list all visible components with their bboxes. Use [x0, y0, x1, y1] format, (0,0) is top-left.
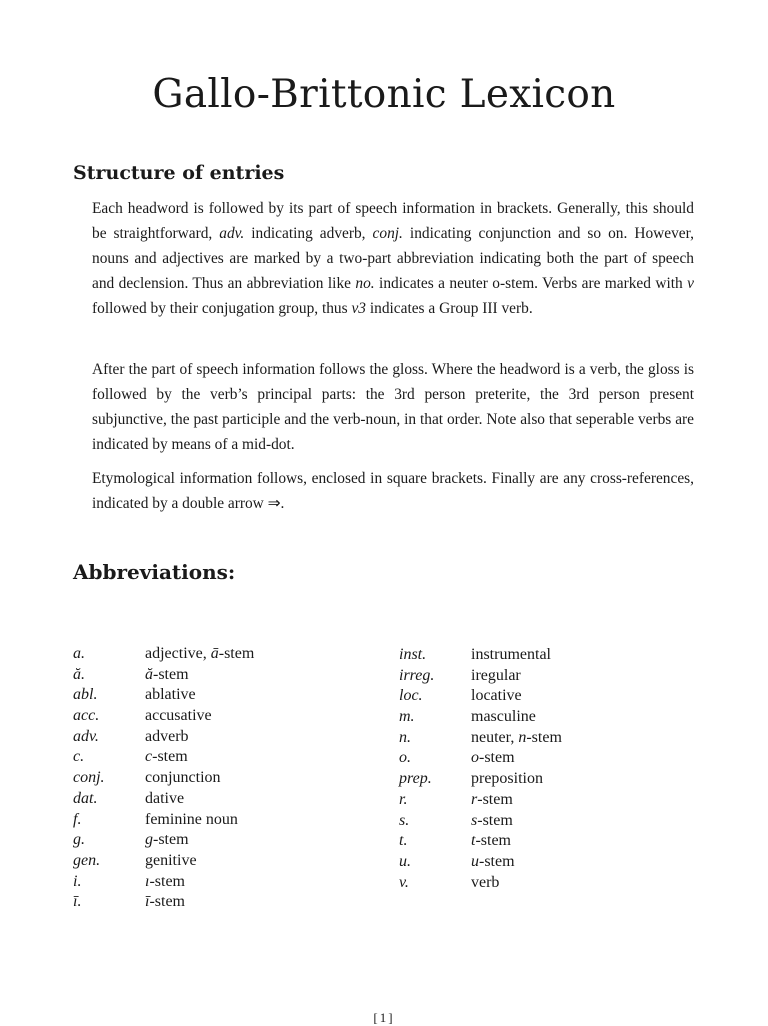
abbreviation-entry — [399, 770, 562, 791]
abbreviation-key: conj. — [73, 769, 105, 787]
abbreviation-entry — [73, 811, 254, 832]
abbreviation-meaning: r-stem — [471, 790, 513, 808]
abbreviation-entry — [399, 791, 562, 812]
abbreviation-meaning: accusative — [145, 707, 212, 725]
abbreviation-key: inst. — [399, 646, 427, 663]
abbreviation-entry — [73, 893, 254, 914]
abbreviation-entry — [399, 708, 562, 729]
abbreviation-meaning: masculine — [471, 708, 536, 726]
abbreviation-key: ī. — [73, 893, 82, 911]
abbreviation-entry — [399, 874, 562, 895]
abbreviation-key: dat. — [73, 789, 98, 807]
abbreviation-entry — [399, 646, 562, 667]
abbreviation-key: gen. — [73, 851, 101, 869]
abbreviation-key: ă. — [73, 665, 85, 683]
abbreviation-meaning: s-stem — [471, 811, 513, 829]
abbreviation-meaning: c-stem — [145, 748, 188, 766]
abbreviation-entry — [399, 812, 562, 833]
abbreviation-meaning: verb — [471, 873, 500, 891]
abbreviation-meaning: preposition — [471, 770, 543, 788]
abbreviation-meaning: feminine noun — [145, 810, 238, 828]
abbreviation-key: f. — [73, 810, 82, 828]
abbreviation-meaning: iregular — [471, 666, 521, 684]
abbreviation-meaning: conjunction — [145, 769, 221, 787]
abbreviation-meaning: ă-stem — [145, 665, 189, 683]
abbreviation-meaning: locative — [471, 687, 522, 705]
abbreviation-key: m. — [399, 708, 415, 726]
abbreviation-meaning: neuter, n-stem — [471, 728, 562, 746]
abbreviation-entry — [73, 666, 254, 687]
abbreviation-key: prep. — [399, 770, 432, 788]
abbreviation-meaning: g-stem — [145, 831, 189, 849]
abbreviation-key: t. — [399, 832, 408, 850]
abbreviation-entry — [73, 769, 254, 790]
section-heading-abbreviations: Abbreviations: — [73, 560, 236, 584]
abbreviation-entry — [73, 831, 254, 852]
abbreviation-key: acc. — [73, 707, 100, 725]
abbreviation-meaning: genitive — [145, 851, 197, 869]
abbreviation-meaning: o-stem — [471, 749, 515, 767]
abbreviation-entry — [399, 729, 562, 750]
abbreviation-key: s. — [399, 811, 410, 829]
abbreviation-meaning: dative — [145, 789, 185, 807]
abbreviation-key: adv. — [73, 727, 99, 745]
abbreviation-entry — [399, 667, 562, 688]
abbreviation-meaning: adverb — [145, 727, 189, 745]
abbreviation-entry — [73, 728, 254, 749]
abbreviation-entry — [73, 852, 254, 873]
abbreviation-entry — [73, 707, 254, 728]
abbreviation-entry — [399, 687, 562, 708]
abbreviation-meaning: u-stem — [471, 852, 515, 870]
paragraph-structure-2: After the part of speech information follows the gloss. Where the headword is a verb, the gloss is followed by the verb’s principal parts: the 3rd person preterite, the 3rd person present subjunctive, the past participle and the verb-noun, in that order. Note also that seperable verbs are indicated by means of a mid-dot. — [92, 361, 694, 453]
abbreviation-meaning: t-stem — [471, 832, 511, 850]
abbreviation-key: c. — [73, 748, 85, 766]
page-number: [1] — [373, 1010, 395, 1025]
abbreviation-entry — [73, 748, 254, 769]
abbreviation-entry — [73, 645, 254, 666]
paragraph-structure-3: Etymological information follows, enclosed in square brackets. Finally are any cross-references, indicated by a double arrow ⇒. — [92, 470, 694, 512]
abbreviation-entry — [73, 873, 254, 894]
abbreviation-meaning: ı-stem — [145, 872, 185, 890]
abbreviation-key: irreg. — [399, 666, 435, 684]
abbreviation-entry — [399, 853, 562, 874]
abbreviation-entry — [399, 832, 562, 853]
abbreviation-key: n. — [399, 728, 411, 746]
abbreviation-list-right — [399, 646, 562, 894]
paragraph-structure-1: Each headword is followed by its part of speech information in brackets. Generally, this should be straightforward, adv. indicating adverb, conj. indicating conjunction and so on. However, nouns and adjectives are marked by a two-part abbreviation indicating both the part of speech and declension. Thus an abbreviation like no. indicates a neuter o-stem. Verbs are marked with v followed by their conjugation group, thus v3 indicates a Group III verb. — [92, 200, 694, 317]
abbreviation-key: v. — [399, 873, 409, 891]
abbreviation-key: abl. — [73, 686, 98, 704]
abbreviation-key: loc. — [399, 687, 423, 705]
abbreviation-entry — [73, 686, 254, 707]
abbreviation-key: o. — [399, 749, 411, 767]
abbreviation-key: g. — [73, 831, 85, 849]
abbreviation-key: a. — [73, 645, 85, 662]
abbreviation-meaning: ablative — [145, 686, 196, 704]
abbreviation-meaning: adjective, ā-stem — [145, 645, 255, 662]
abbreviation-key: u. — [399, 852, 411, 870]
abbreviation-entry — [73, 790, 254, 811]
abbreviation-key: i. — [73, 872, 82, 890]
document-title: Gallo-Brittonic Lexicon — [152, 72, 616, 117]
abbreviation-meaning: instrumental — [471, 646, 551, 663]
abbreviation-list-left — [73, 645, 254, 914]
abbreviation-meaning: ī-stem — [145, 893, 185, 911]
section-heading-structure: Structure of entries — [73, 162, 285, 184]
abbreviation-entry — [399, 749, 562, 770]
abbreviation-key: r. — [399, 790, 408, 808]
